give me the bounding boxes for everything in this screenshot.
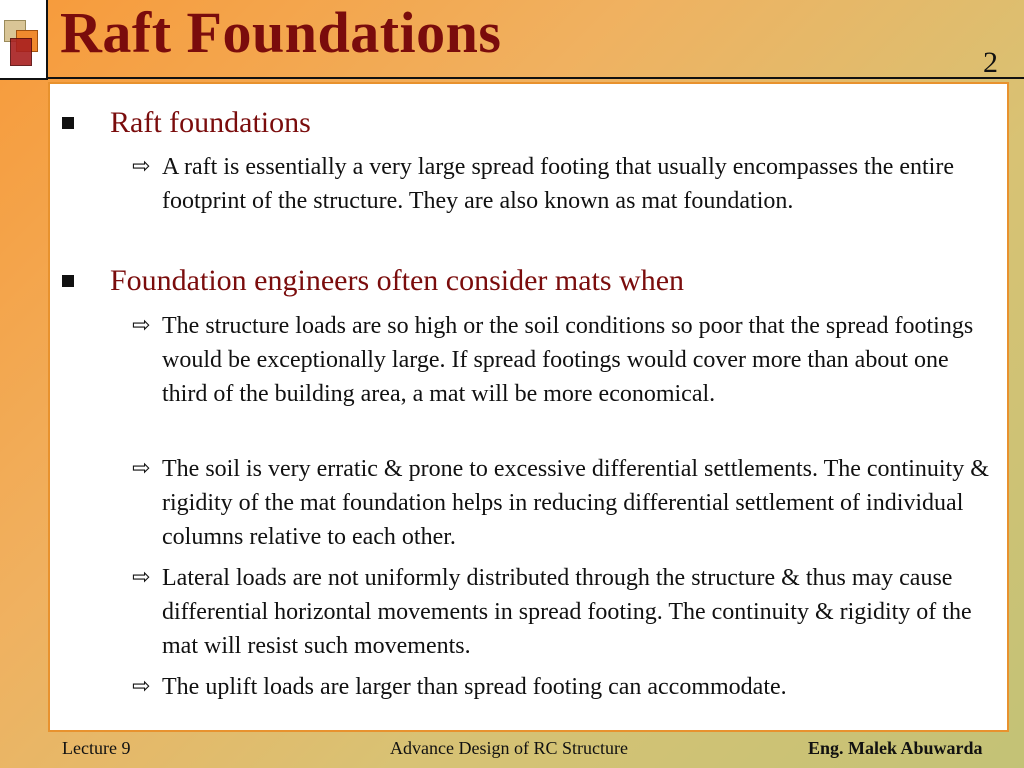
footer-lecture: Lecture 9	[62, 738, 131, 758]
arrow-icon: ⇨	[132, 565, 151, 590]
sub-bullet: ⇨ The uplift loads are larger than spread footing can accommodate.	[132, 670, 992, 704]
footer-author: Eng. Malek Abuwarda	[808, 738, 983, 758]
content-panel: Raft foundations ⇨ A raft is essentially a very large spread footing that usually encompasses the entire footprint of the structure. They are also known as mat foundation. Foundation engineers often consider mats when ⇨ The structure loads are so high or the soil conditions so poor that the spread footings would be exceptionally large. If spread footings would cover more than about one third of the building area, a mat will be more economical. ⇨ The soil is very erratic & prone to excessive differential settlements. The continuity & rigidity of the mat foundation helps in reducing differential settlement of individual columns relative to each other. ⇨ Lateral loads are not uniformly distributed through the structure & thus may cause differential horizontal movements in spread footing. The continuity & rigidity of the mat will resist such movements. ⇨ The uplift loads are larger than spread footing can accommodate.	[48, 82, 1009, 732]
arrow-icon: ⇨	[132, 313, 151, 338]
square-bullet-icon	[62, 117, 74, 129]
slide-number: 2	[983, 46, 998, 79]
slide-title: Raft Foundations	[60, 0, 502, 65]
sub-bullet: ⇨ A raft is essentially a very large spread footing that usually encompasses the entire footprint of the structure. They are also known as mat foundation.	[132, 150, 992, 218]
footer-course: Advance Design of RC Structure	[390, 738, 628, 758]
arrow-icon: ⇨	[132, 154, 151, 179]
sub-bullet: ⇨ Lateral loads are not uniformly distributed through the structure & thus may cause differential horizontal movements in spread footing. The continuity & rigidity of the mat will resist such movements.	[132, 561, 992, 663]
sub-bullet: ⇨ The structure loads are so high or the soil conditions so poor that the spread footings would be exceptionally large. If spread footings would cover more than about one third of the building area, a mat will be more economical.	[132, 309, 992, 411]
logo-square-red	[10, 38, 32, 66]
arrow-icon: ⇨	[132, 456, 151, 481]
title-divider	[46, 77, 1024, 79]
arrow-icon: ⇨	[132, 674, 151, 699]
sub-bullet: ⇨ The soil is very erratic & prone to excessive differential settlements. The continuity & rigidity of the mat foundation helps in reducing differential settlement of individual columns relative to each other.	[132, 452, 992, 554]
logo-squares	[0, 0, 48, 80]
square-bullet-icon	[62, 275, 74, 287]
